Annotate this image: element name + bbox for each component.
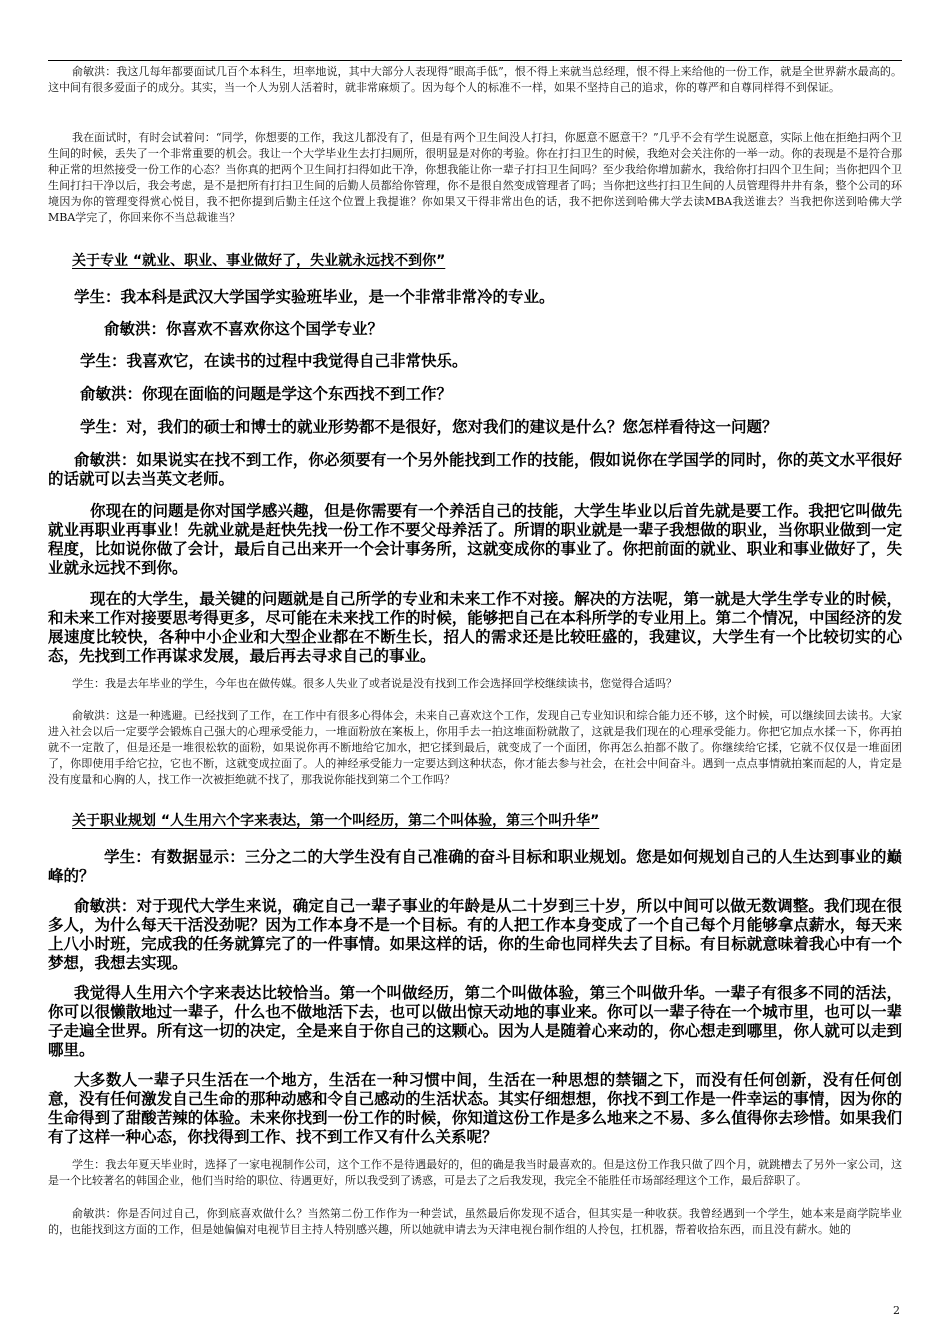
dialogue-student-job-change: 学生：我去年夏天毕业时，选择了一家电视制作公司，这个工作不是待遇最好的，但的确是我当时最喜欢的。但是这份工作我只做了四个月，就跳槽去了另外一家公司，这是一个比较著名的韩国企业，他们当时给的职位、待遇更好，所以我受到了诱惑，可是去了之后我发现，我完全不能胜任市场部经理这个工作，最后辞职了。 (48, 1158, 902, 1187)
paragraph-yu-goals: 俞敏洪：对于现代大学生来说，确定自己一辈子事业的年龄是从二十岁到三十岁，所以中间可以做无数调整。我们现在很多人，为什么每天干活没劲呢？因为工作本身不是一个目标。有的人把工作本身变成了一个自己每个月能够拿点薪水，每天来上八小时班，完成我的任务就算完了的一件事情。如果这样的话，你的生命也同样失去了目标。有目标就意味着我心中有一个梦想，我想去实现。 (48, 897, 902, 972)
section-heading-career-planning: 关于职业规划 “人生用六个字来表达，第一个叫经历，第二个叫体验，第三个叫升华” (72, 813, 600, 829)
paragraph-six-characters: 我觉得人生用六个字来表达比较恰当。第一个叫做经历，第二个叫做体验，第三个叫做升华。一辈子有很多不同的活法，你可以很懒散地过一辈子，什么也不做地活下去，也可以做出惊天动地的事业来。你可以一辈子待在一个城市里，也可以一辈子走遍全世界。所有这一切的决定，全是来自于你自己的这颗心。因为人是随着心来动的，你心想走到哪里，你人就可以走到哪里。 (48, 984, 902, 1059)
dialogue-student-goals: 学生：有数据显示：三分之二的大学生没有自己准确的奋斗目标和职业规划。您是如何规划自己的人生达到事业的巅峰的？ (48, 848, 902, 885)
dialogue-student-further-study: 学生：我是去年毕业的学生，今年也在做传媒。很多人失业了或者说是没有找到工作会选择回学校继续读书，您觉得合适吗？ (72, 677, 677, 690)
paragraph-interview-intro: 俞敏洪：我这几每年都要面试几百个本科生，坦率地说，其中大部分人表现得“眼高手低”，恨不得上来就当总经理，恨不得上来给他的一份工作，就是全世界薪水最高的。这中间有很多爱面子的成分。其实，当一个人为别人活着时，就非常麻烦了。因为每个人的标准不一样，如果不坚持自己的追求，你的尊严和自尊同样得不到保证。 (48, 65, 902, 94)
dialogue-student-major: 学生：我本科是武汉大学国学实验班毕业，是一个非常非常冷的专业。 (74, 288, 555, 306)
dialogue-student-happy: 学生：我喜欢它，在读书的过程中我觉得自己非常快乐。 (80, 352, 468, 370)
dialogue-yu-skill: 俞敏洪：如果说实在找不到工作，你必须要有一个另外能找到工作的技能，假如说你在学国学的同时，你的英文水平很好的话就可以去当英文老师。 (48, 451, 902, 488)
paragraph-life-experience: 大多数人一辈子只生活在一个地方，生活在一种习惯中间，生活在一种思想的禁锢之下，而没有任何创新，没有任何创意，没有任何激发自己生命的那种动感和令自己感动的生活状态。其实仔细想想，你找不到工作是一件幸运的事情，因为你的生命得到了甜酸苦辣的体验。未来你找到一份工作的时候，你知道这份工作是多么地来之不易、多么值得你去珍惜。如果我们有了这样一种心态，你找得到工作、找不到工作又有什么关系呢？ (48, 1071, 902, 1146)
dialogue-yu-problem: 俞敏洪：你现在面临的问题是学这个东西找不到工作？ (80, 385, 453, 403)
paragraph-toilet-test: 我在面试时，有时会试着问：“同学，你想要的工作，我这儿都没有了，但是有两个卫生间没人打扫，你愿意不愿意干？”几乎不会有学生说愿意，实际上他在拒绝扫两个卫生间的时候，丢失了一个非常重要的机会。我让一个大学毕业生去打扫厕所，很明显是对你的考验。你在打扫卫生的时候，我绝对会关注你的一举一动。你的表现是不是符合那种正常的坦然接受一份工作的心态？当你真的把两个卫生间打扫得如此干净，你想我能让你一辈子打扫卫生间吗？至少我给你增加薪水，我给你打扫四个卫生间；当你把四个卫生间打扫干净以后，我会考虑，是不是把所有打扫卫生间的后勤人员都给你管理，你不是很自然变成管理者了吗；当你把这些打扫卫生间的人员管理得井井有条，整个公司的环境因为你的管理变得赏心悦目，我不把你提到后勤主任这个位置上我提谁？你如果又干得非常出色的话，我不把你送到哈佛大学去读MBA我送谁去？当我把你送到哈佛大学MBA学完了，你回来你不当总裁谁当？ (48, 131, 902, 224)
paragraph-job-career: 你现在的问题是你对国学感兴趣，但是你需要有一个养活自己的技能，大学生毕业以后首先就是要工作。我把它叫做先就业再职业再事业！先就业就是赶快先找一份工作不要父母养活了。所谓的职业就是一辈子我想做的职业，当你职业做到一定程度，比如说你做了会计，最后自己出来开一个会计事务所，这就变成你的事业了。你把前面的就业、职业和事业做好了，失业就永远找不到你。 (48, 502, 902, 577)
page-number: 2 (893, 1304, 900, 1317)
dialogue-student-employment: 学生：对，我们的硕士和博士的就业形势都不是很好，您对我们的建议是什么？您怎样看待这一问题？ (80, 418, 778, 436)
paragraph-dough-analogy: 俞敏洪：这是一种逃避。已经找到了工作，在工作中有很多心得体会，未来自己喜欢这个工作，发现自己专业知识和综合能力还不够，这个时候，可以继续回去读书。大家进入社会以后一定要学会锻炼自己强大的心理承受能力，一堆面粉放在案板上，你用手去一拍这堆面粉就散了，这就是我们现在的心理承受能力。你把它加点水揉一下，你再拍就不一定散了，但是还是一堆很松软的面粉，如果说你再不断地给它加水，把它揉到最后，就变成了一个面团，你再怎么拍都不散了。你继续给它揉，它就不仅仅是一堆面团了，你即使用手给它拉，它也不断，这就变成拉面了。人的神经承受能力一定要达到这种状态，你才能去参与社会，在社会中间奋斗。遇到一点点事情就拍案而起的人，肯定是没有度量和心胸的人，找工作一次被拒绝就不找了，那我说你能找到第二个工作吗？ (48, 709, 902, 786)
header-rule (48, 60, 902, 61)
paragraph-major-mismatch: 现在的大学生，最关键的问题就是自己所学的专业和未来工作不对接。解决的方法呢，第一就是大学生学专业的时候，和未来工作对接要思考得更多，尽可能在未来找工作的时候，能够把自己在本科所学的专业用上。第二个情况，中国经济的发展速度比较快，各种中小企业和大型企业都在不断生长，招人的需求还是比较旺盛的，我建议，大学生有一个比较切实的心态，先找到工作再谋求发展，最后再去寻求自己的事业。 (48, 590, 902, 665)
paragraph-yu-ask-yourself: 俞敏洪：你是否问过自己，你到底喜欢做什么？当然第二份工作作为一种尝试，虽然最后你发现不适合，但其实是一种收获。我曾经遇到一个学生，她本来是商学院毕业的，也能找到这方面的工作，但是她偏偏对电视节目主持人特别感兴趣，所以她就申请去为天津电视台制作组的人拎包，扛机器，帮着收拾东西，而且没有薪水。她的 (48, 1207, 902, 1236)
section-heading-major: 关于专业 “就业、职业、事业做好了，失业就永远找不到你” (72, 253, 446, 269)
dialogue-yu-like-major: 俞敏洪：你喜欢不喜欢你这个国学专业？ (104, 320, 384, 338)
